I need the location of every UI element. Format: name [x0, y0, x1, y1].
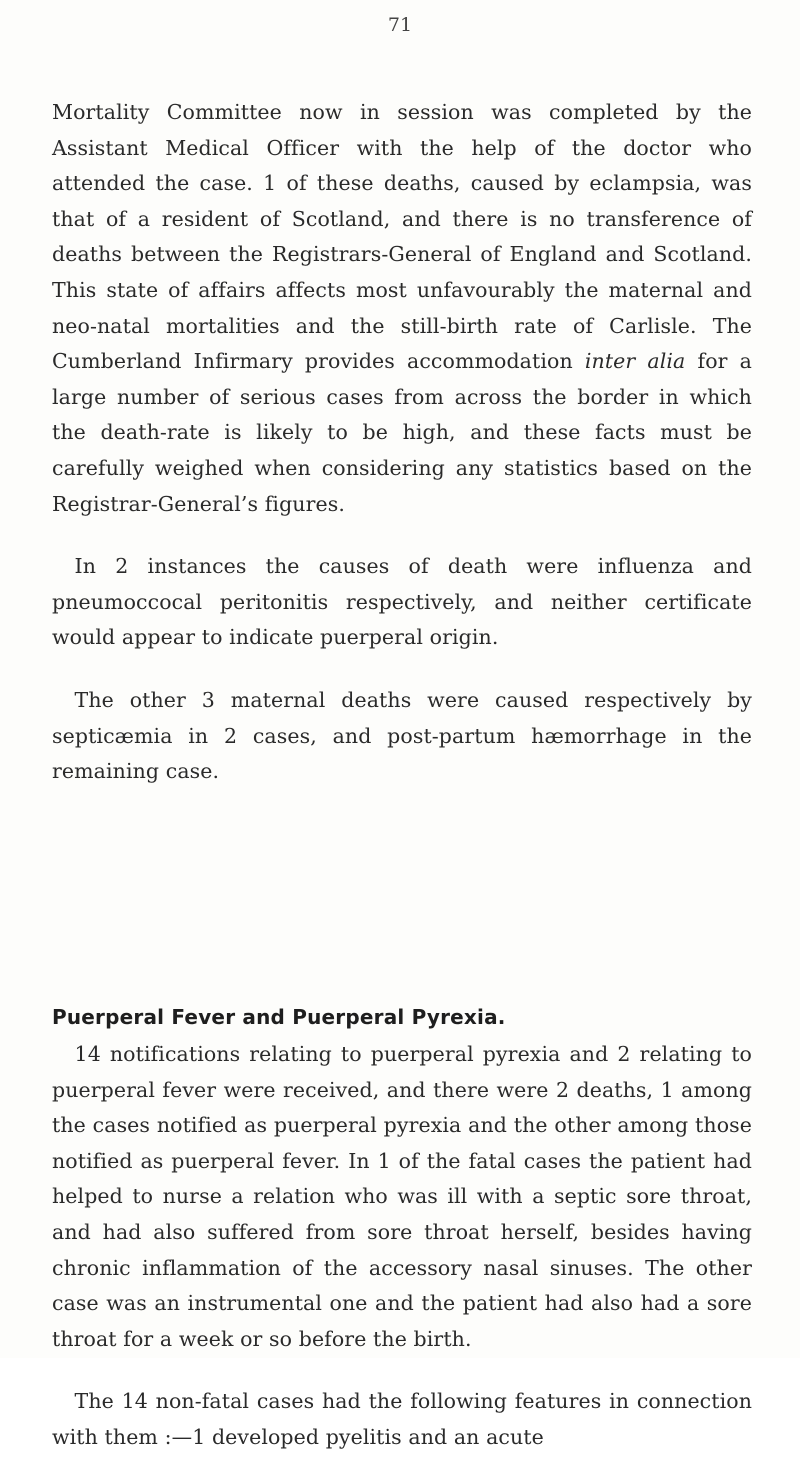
italic-phrase: inter alia — [584, 349, 686, 374]
paragraph-non-fatal-cases: The 14 non-fatal cases had the following features in connection with them :—1 developed pyelitis and an acute — [52, 1389, 752, 1449]
paragraph-text: Mortality Committee now in session was completed by the Assistant Medical Officer with the help of the doctor who attended the case. 1 of these deaths, caused by eclampsia, was that of a resident of Scotland, and there is no transference of deaths between the Registrars-General of England and Scotland. This state of affairs affects most unfavourably the maternal and neo-natal mortalities and the still-birth rate of Carlisle. The Cumberland Infirmary provides accommodation — [52, 100, 752, 374]
paragraph-mortality-committee — [52, 95, 752, 522]
body-text-bottom — [52, 1037, 752, 1483]
paragraph-influenza: In 2 instances the causes of death were influenza and pneumoccocal peritonitis respectively, and neither certificate would appear to indicate puerperal origin. — [52, 554, 752, 650]
section-heading: Puerperal Fever and Puerperal Pyrexia. — [52, 1005, 506, 1029]
paragraph-text: for a large number of serious cases from across the border in which the death-rate is likely to be high, and these facts must be carefully weighed when considering any statistics based on the Registrar-General’s figures. — [52, 349, 752, 516]
page-number: 71 — [387, 14, 413, 36]
body-text-top — [52, 95, 752, 817]
paragraph-maternal-deaths: The other 3 maternal deaths were caused respectively by septicæmia in 2 cases, and post-partum hæmorrhage in the remaining case. — [52, 687, 752, 784]
paragraph-notifications: 14 notifications relating to puerperal pyrexia and 2 relating to puerperal fever were received, and there were 2 deaths, 1 among the cases notified as puerperal pyrexia and the other among those notified as puerperal fever. In 1 of the fatal cases the patient had helped to nurse a relation who was ill with a septic sore throat, and had also suffered from sore throat herself, besides having chronic inflammation of the accessory nasal sinuses. The other case was an instrumental one and the patient had also had a sore throat for a week or so before the birth. — [52, 1042, 752, 1351]
